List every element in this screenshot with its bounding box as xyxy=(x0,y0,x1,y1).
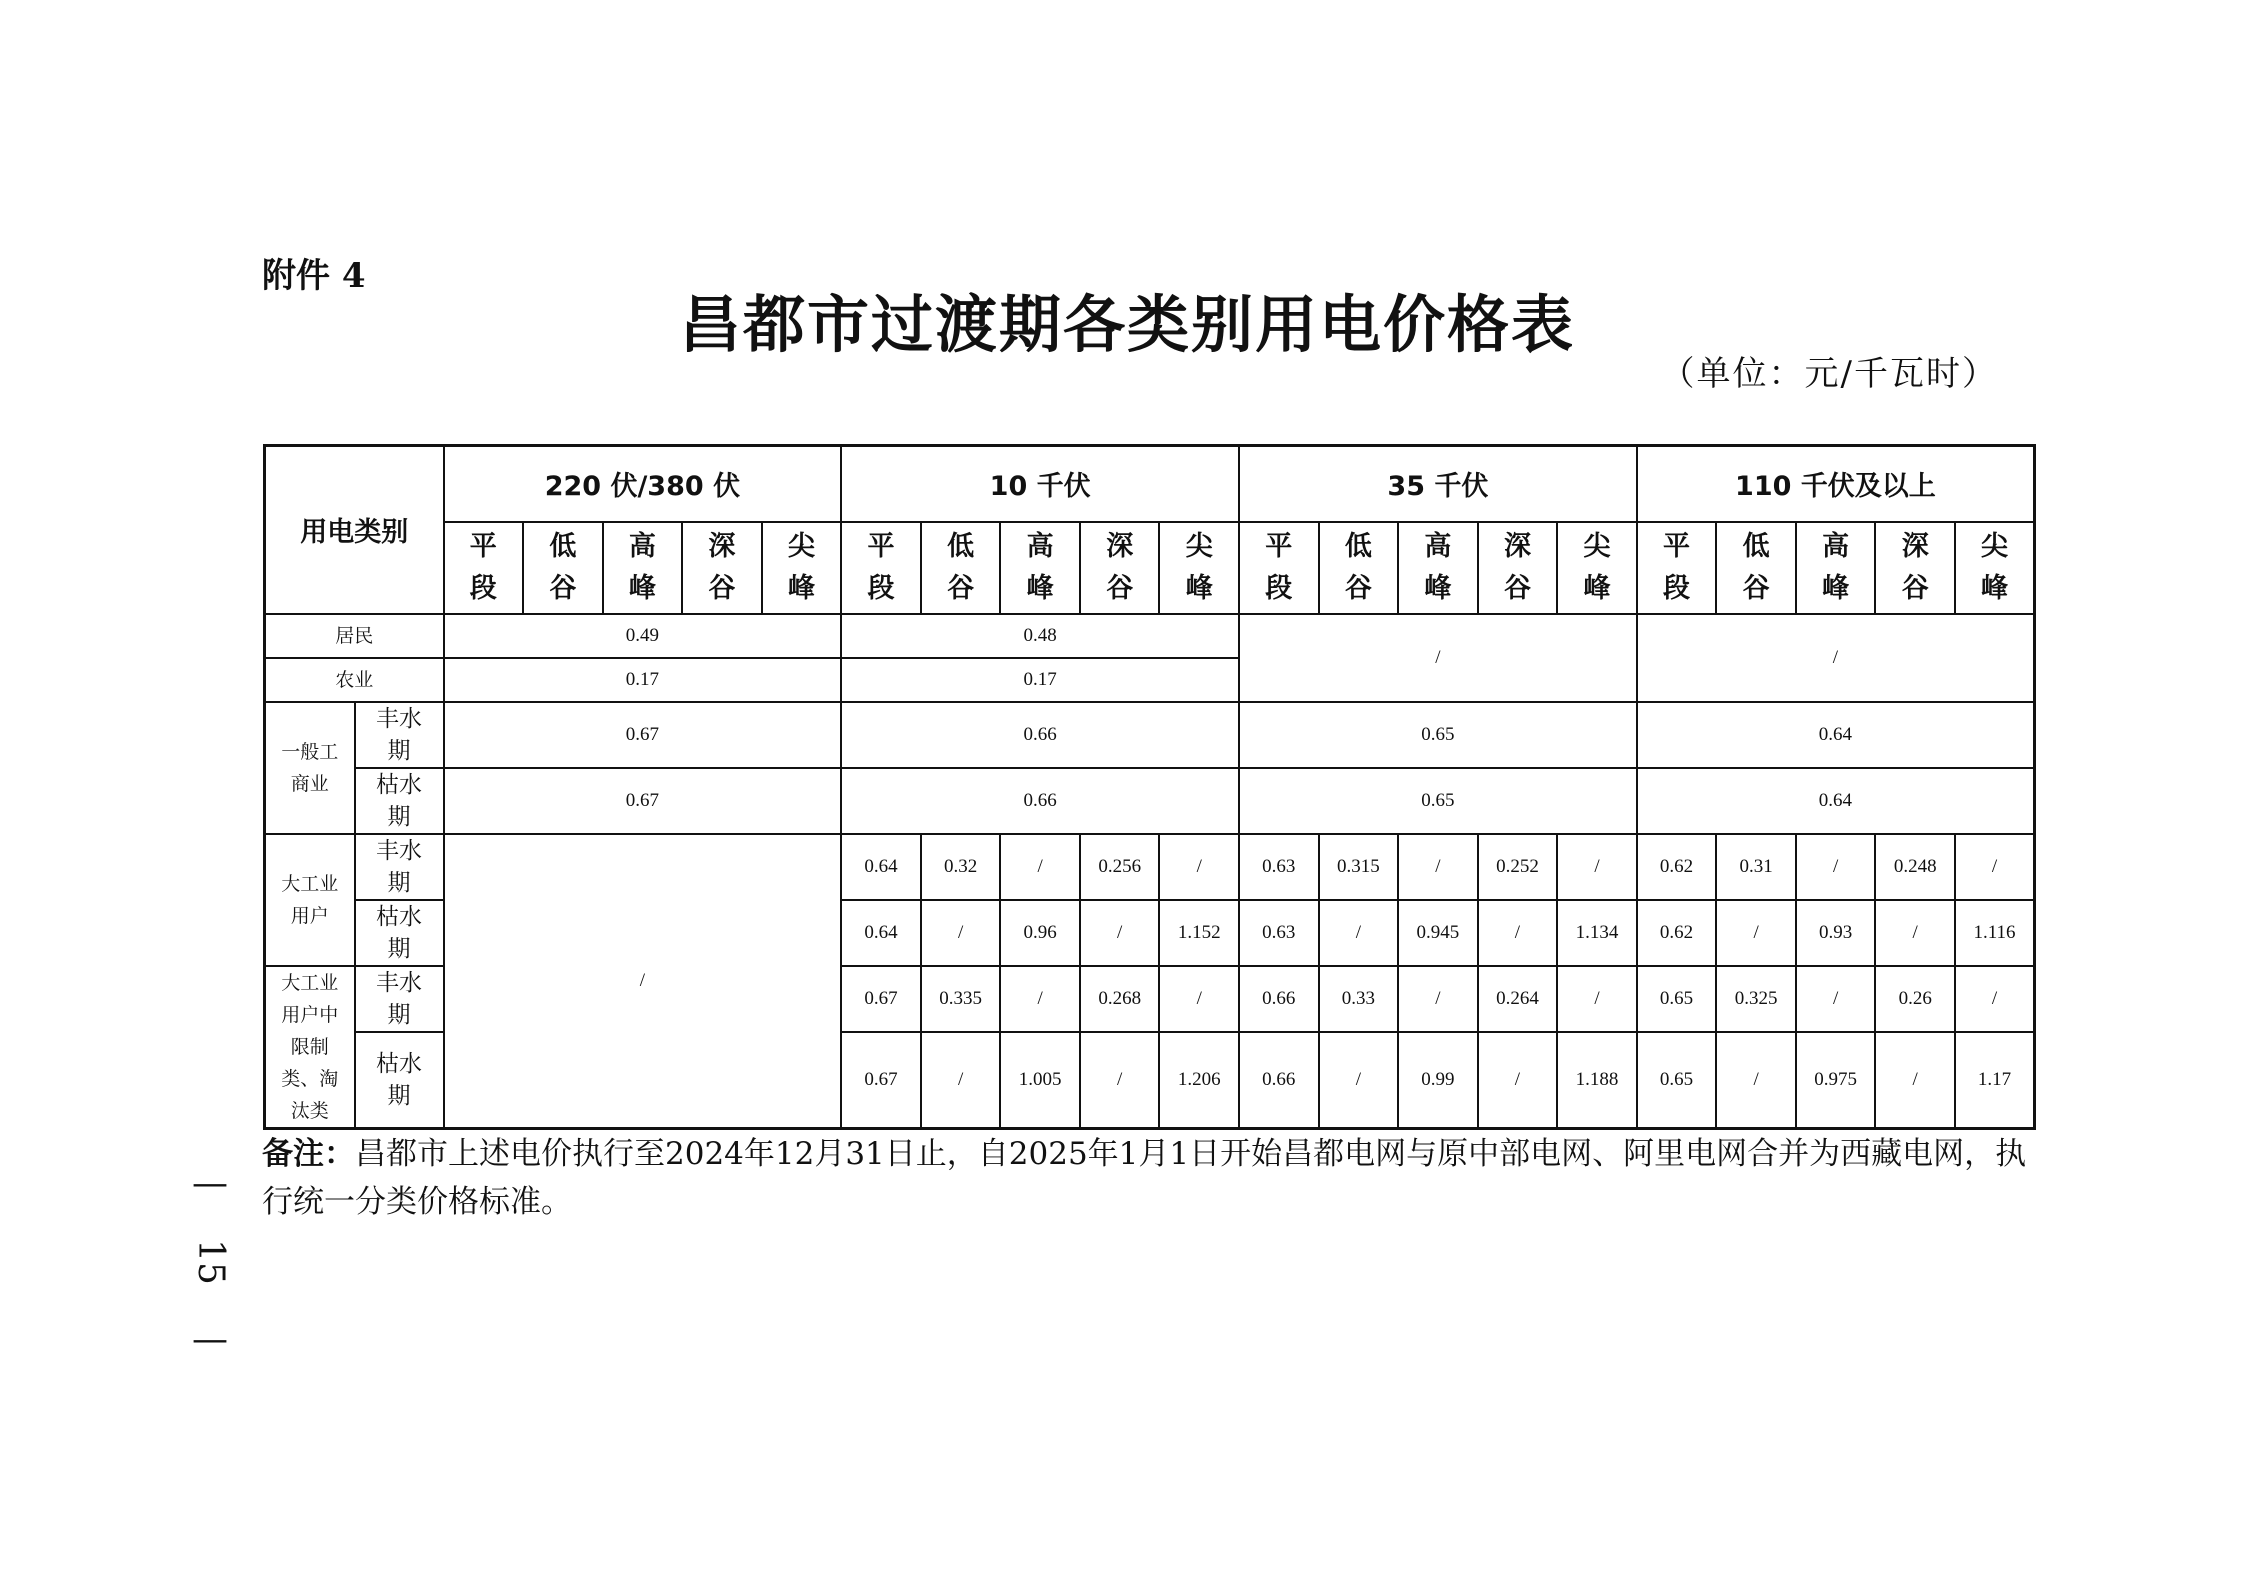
table-row xyxy=(265,702,2035,768)
tou-header-bottom: 峰 xyxy=(1026,572,1054,604)
season-label-line: 期 xyxy=(387,737,411,764)
price-cell: / xyxy=(1478,1032,1558,1128)
tou-header-cell xyxy=(1637,522,1717,614)
tou-header-top: 高 xyxy=(1026,530,1054,562)
tou-header-cell xyxy=(762,522,842,614)
price-cell: / xyxy=(1159,966,1239,1032)
tou-header-bottom: 谷 xyxy=(549,572,577,604)
tou-header-cell xyxy=(1319,522,1399,614)
price-cell: 1.152 xyxy=(1159,900,1239,966)
price-cell: / xyxy=(1080,1032,1160,1128)
season-label-line: 枯水 xyxy=(376,771,422,798)
price-cell: 0.248 xyxy=(1875,834,1955,900)
price-cell: 1.17 xyxy=(1955,1032,2035,1128)
category-label-line: 类、淘 xyxy=(281,1067,339,1090)
tou-header-cell xyxy=(1716,522,1796,614)
general-wet-35kv: 0.65 xyxy=(1239,702,1637,768)
price-cell: / xyxy=(1955,834,2035,900)
tou-header-top: 尖 xyxy=(787,530,815,562)
tou-header-cell xyxy=(1159,522,1239,614)
season-label-line: 期 xyxy=(387,869,411,896)
tou-header-top: 低 xyxy=(1344,530,1372,562)
price-cell: 0.26 xyxy=(1875,966,1955,1032)
tou-header-top: 平 xyxy=(469,530,497,562)
price-cell: 0.96 xyxy=(1000,900,1080,966)
category-label-line: 大工业 xyxy=(281,872,339,895)
tou-header-cell xyxy=(523,522,603,614)
price-cell: 0.325 xyxy=(1716,966,1796,1032)
season-dry xyxy=(355,900,444,966)
category-header: 用电类别 xyxy=(265,446,444,614)
price-cell: / xyxy=(921,1032,1001,1128)
tou-header-top: 低 xyxy=(1742,530,1770,562)
tou-header-cell xyxy=(1478,522,1558,614)
price-cell: 1.188 xyxy=(1557,1032,1637,1128)
price-cell: / xyxy=(1000,966,1080,1032)
price-cell: / xyxy=(1716,1032,1796,1128)
tou-header-row xyxy=(265,522,2035,614)
tou-header-top: 高 xyxy=(1424,530,1452,562)
price-cell: 0.62 xyxy=(1637,834,1717,900)
category-label-line: 用户中 xyxy=(281,1003,339,1026)
season-label-line: 丰水 xyxy=(376,969,422,996)
tou-header-bottom: 谷 xyxy=(1106,572,1134,604)
season-label-line: 期 xyxy=(387,935,411,962)
price-cell: 0.268 xyxy=(1080,966,1160,1032)
price-cell: 0.252 xyxy=(1478,834,1558,900)
agri-price-220: 0.17 xyxy=(444,658,842,702)
category-label-line: 汰类 xyxy=(290,1099,329,1122)
season-wet xyxy=(355,702,444,768)
tou-header-top: 深 xyxy=(708,530,736,562)
table-header-row xyxy=(265,446,2035,522)
page-dash: — xyxy=(192,1319,228,1360)
table-row xyxy=(265,834,2035,900)
category-large-industry xyxy=(265,834,355,966)
general-dry-110kv: 0.64 xyxy=(1637,768,2035,834)
season-label-line: 期 xyxy=(387,1082,411,1109)
tou-header-bottom: 谷 xyxy=(947,572,975,604)
page-dash: — xyxy=(192,1163,228,1204)
price-cell: / xyxy=(1796,834,1876,900)
price-cell: 1.005 xyxy=(1000,1032,1080,1128)
general-dry-35kv: 0.65 xyxy=(1239,768,1637,834)
price-cell: / xyxy=(1319,900,1399,966)
price-table xyxy=(263,444,2036,1130)
tou-header-cell xyxy=(1000,522,1080,614)
footnote xyxy=(262,1130,2052,1226)
voltage-header-10kv: 10 千伏 xyxy=(841,446,1239,522)
table-row xyxy=(265,614,2035,658)
footnote-label: 备注： xyxy=(262,1136,355,1172)
price-cell: / xyxy=(1478,900,1558,966)
price-cell: 0.66 xyxy=(1239,966,1319,1032)
price-cell: / xyxy=(1000,834,1080,900)
tou-header-top: 低 xyxy=(549,530,577,562)
price-cell: 0.264 xyxy=(1478,966,1558,1032)
agri-price-10kv: 0.17 xyxy=(841,658,1239,702)
price-cell: / xyxy=(1557,834,1637,900)
price-cell: 0.65 xyxy=(1637,1032,1717,1128)
price-cell: 0.945 xyxy=(1398,900,1478,966)
general-dry-10kv: 0.66 xyxy=(841,768,1239,834)
price-cell: 0.99 xyxy=(1398,1032,1478,1128)
tou-header-bottom: 段 xyxy=(1663,572,1691,604)
page-title: 昌都市过渡期各类别用电价格表 xyxy=(678,288,1575,361)
price-cell: / xyxy=(1319,1032,1399,1128)
price-cell: / xyxy=(1398,834,1478,900)
tou-header-cell xyxy=(682,522,762,614)
tou-header-top: 尖 xyxy=(1583,530,1611,562)
price-cell: 0.64 xyxy=(841,900,921,966)
season-label-line: 丰水 xyxy=(376,837,422,864)
season-dry xyxy=(355,768,444,834)
price-cell: / xyxy=(1398,966,1478,1032)
voltage-header-35kv: 35 千伏 xyxy=(1239,446,1637,522)
price-cell: / xyxy=(1875,900,1955,966)
price-cell: 0.93 xyxy=(1796,900,1876,966)
category-resident: 居民 xyxy=(265,614,444,658)
na-cell-110kv: / xyxy=(1637,614,2035,702)
price-cell: / xyxy=(1557,966,1637,1032)
voltage-header-110kv: 110 千伏及以上 xyxy=(1637,446,2035,522)
tou-header-cell xyxy=(1955,522,2035,614)
category-label-line: 限制 xyxy=(290,1035,329,1058)
general-wet-10kv: 0.66 xyxy=(841,702,1239,768)
general-wet-110kv: 0.64 xyxy=(1637,702,2035,768)
general-wet-220: 0.67 xyxy=(444,702,842,768)
category-label-line: 一般工 xyxy=(281,740,339,763)
price-cell: 0.66 xyxy=(1239,1032,1319,1128)
tou-header-bottom: 谷 xyxy=(708,572,736,604)
category-agriculture: 农业 xyxy=(265,658,444,702)
tou-header-top: 低 xyxy=(947,530,975,562)
tou-header-bottom: 峰 xyxy=(1822,572,1850,604)
tou-header-cell xyxy=(444,522,524,614)
resident-price-220: 0.49 xyxy=(444,614,842,658)
tou-header-top: 深 xyxy=(1106,530,1134,562)
season-wet xyxy=(355,966,444,1032)
season-label-line: 期 xyxy=(387,803,411,830)
tou-header-cell xyxy=(1875,522,1955,614)
tou-header-bottom: 谷 xyxy=(1503,572,1531,604)
price-cell: 0.67 xyxy=(841,966,921,1032)
tou-header-cell xyxy=(1796,522,1876,614)
price-cell: / xyxy=(921,900,1001,966)
tou-header-bottom: 段 xyxy=(469,572,497,604)
tou-header-bottom: 谷 xyxy=(1344,572,1372,604)
footnote-text: 昌都市上述电价执行至2024年12月31日止，自2025年1月1日开始昌都电网与原中部电网、阿里电网合并为西藏电网，执行统一分类价格标准。 xyxy=(262,1136,2027,1220)
page-number-margin xyxy=(186,1150,234,1374)
tou-header-cell xyxy=(603,522,683,614)
tou-header-bottom: 峰 xyxy=(787,572,815,604)
tou-header-bottom: 峰 xyxy=(1185,572,1213,604)
category-label-line: 大工业 xyxy=(281,971,339,994)
season-wet xyxy=(355,834,444,900)
price-cell: 1.206 xyxy=(1159,1032,1239,1128)
price-cell: 1.116 xyxy=(1955,900,2035,966)
category-large-industry-restricted xyxy=(265,966,355,1129)
tou-header-cell xyxy=(1398,522,1478,614)
tou-header-top: 高 xyxy=(628,530,656,562)
category-general-ic xyxy=(265,702,355,834)
tou-header-cell xyxy=(841,522,921,614)
tou-header-bottom: 峰 xyxy=(1981,572,2009,604)
season-label-line: 枯水 xyxy=(376,903,422,930)
tou-header-top: 平 xyxy=(1663,530,1691,562)
price-cell: 0.315 xyxy=(1319,834,1399,900)
price-cell: 0.65 xyxy=(1637,966,1717,1032)
na-cell-220-large: / xyxy=(444,834,842,1129)
tou-header-cell xyxy=(1239,522,1319,614)
tou-header-bottom: 峰 xyxy=(1583,572,1611,604)
tou-header-top: 尖 xyxy=(1185,530,1213,562)
tou-header-cell xyxy=(921,522,1001,614)
tou-header-top: 深 xyxy=(1503,530,1531,562)
tou-header-bottom: 峰 xyxy=(628,572,656,604)
category-label-line: 用户 xyxy=(290,904,329,927)
season-dry xyxy=(355,1032,444,1128)
tou-header-top: 平 xyxy=(867,530,895,562)
price-cell: / xyxy=(1955,966,2035,1032)
resident-price-10kv: 0.48 xyxy=(841,614,1239,658)
price-cell: 0.64 xyxy=(841,834,921,900)
tou-header-bottom: 段 xyxy=(1265,572,1293,604)
price-cell: 0.63 xyxy=(1239,900,1319,966)
price-cell: 0.33 xyxy=(1319,966,1399,1032)
tou-header-top: 高 xyxy=(1822,530,1850,562)
unit-label: （单位：元/千瓦时） xyxy=(1660,354,1998,394)
price-cell: / xyxy=(1080,900,1160,966)
na-cell-35kv: / xyxy=(1239,614,1637,702)
category-label-line: 商业 xyxy=(290,772,329,795)
season-label-line: 丰水 xyxy=(376,705,422,732)
tou-header-cell xyxy=(1557,522,1637,614)
table-row xyxy=(265,768,2035,834)
tou-header-cell xyxy=(1080,522,1160,614)
price-cell: 0.31 xyxy=(1716,834,1796,900)
price-cell: 0.975 xyxy=(1796,1032,1876,1128)
attachment-label: 附件 4 xyxy=(262,256,366,296)
price-cell: 0.256 xyxy=(1080,834,1160,900)
tou-header-top: 平 xyxy=(1265,530,1293,562)
page-number: 15 xyxy=(190,1239,231,1285)
tou-header-bottom: 峰 xyxy=(1424,572,1452,604)
voltage-header-220: 220 伏/380 伏 xyxy=(444,446,842,522)
season-label-line: 期 xyxy=(387,1001,411,1028)
tou-header-bottom: 谷 xyxy=(1901,572,1929,604)
price-cell: 0.67 xyxy=(841,1032,921,1128)
price-cell: 0.32 xyxy=(921,834,1001,900)
season-label-line: 枯水 xyxy=(376,1050,422,1077)
price-cell: / xyxy=(1716,900,1796,966)
general-dry-220: 0.67 xyxy=(444,768,842,834)
tou-header-bottom: 谷 xyxy=(1742,572,1770,604)
price-cell: 0.62 xyxy=(1637,900,1717,966)
tou-header-bottom: 段 xyxy=(867,572,895,604)
price-cell: 0.335 xyxy=(921,966,1001,1032)
price-cell: / xyxy=(1159,834,1239,900)
tou-header-top: 深 xyxy=(1901,530,1929,562)
tou-header-top: 尖 xyxy=(1981,530,2009,562)
price-cell: / xyxy=(1875,1032,1955,1128)
price-cell: 1.134 xyxy=(1557,900,1637,966)
price-cell: / xyxy=(1796,966,1876,1032)
price-cell: 0.63 xyxy=(1239,834,1319,900)
